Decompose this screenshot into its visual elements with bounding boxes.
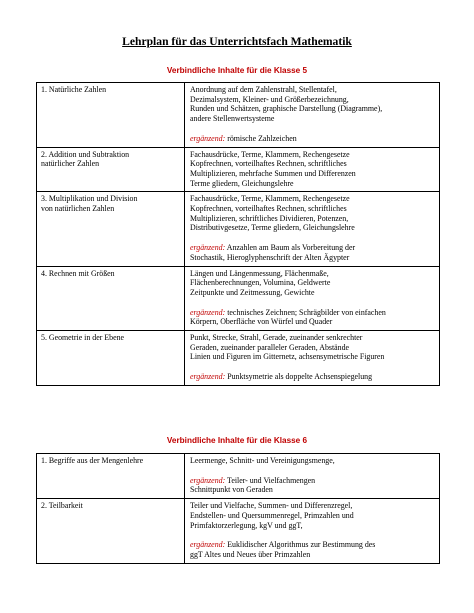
supplement-line xyxy=(190,253,436,263)
content-line: Linien und Figuren im Gitternetz, achsensymetrische Figuren xyxy=(190,352,385,362)
supplement-label: ergänzend: xyxy=(190,372,226,382)
content-line: Multiplizieren, mehrfache Summen und Differenzen xyxy=(190,168,356,178)
topic-cell xyxy=(37,83,185,148)
topic-cell xyxy=(37,266,185,331)
supplement-line xyxy=(190,308,436,318)
topic-label: 2. Addition und Subtraktion natürlicher Zahlen xyxy=(41,149,130,169)
spacer xyxy=(190,530,436,540)
topic-label: 1. Natürliche Zahlen xyxy=(41,85,107,94)
supplement-text: Stochastik, Hieroglyphenschrift der Alten Ägypter xyxy=(190,252,350,262)
content-cell xyxy=(185,499,440,564)
spacer xyxy=(190,466,436,476)
content-cell xyxy=(185,454,440,499)
table-row xyxy=(37,83,440,148)
topic-label: 2. Teilbarkeit xyxy=(41,501,83,511)
topic-cell xyxy=(37,331,185,386)
section-heading-klasse-6: Verbindliche Inhalte für die Klasse 6 xyxy=(166,436,308,445)
topic-label: 4. Rechnen mit Größen xyxy=(41,268,115,278)
supplement-label: ergänzend: xyxy=(190,307,226,317)
supplement-text: Euklidischer Algorithmus zur Bestimmung des xyxy=(225,540,376,550)
supplement-label: ergänzend: xyxy=(190,243,226,253)
content-line: Kopfrechnen, vorteilhaftes Rechnen, schriftliches xyxy=(190,204,347,214)
content-line: Runden und Schätzen, graphische Darstellung (Diagramme), xyxy=(190,104,383,114)
document-title: Lehrplan für das Unterrichtsfach Mathematik xyxy=(122,35,352,48)
spacer xyxy=(190,298,436,308)
content-line: Leermenge, Schnitt- und Vereinigungsmenge, xyxy=(190,456,335,465)
supplement-text: römische Zahlzeichen xyxy=(225,133,297,143)
spacer xyxy=(190,362,436,372)
content-line: andere Stellenwertsysteme xyxy=(190,114,275,124)
content-line: Primfaktorzerlegung, kgV und ggT, xyxy=(190,520,303,530)
table-row xyxy=(37,331,440,386)
supplement-text: technisches Zeichnen; Schrägbilder von einfachen xyxy=(225,307,386,317)
curriculum-table-klasse-6 xyxy=(36,453,440,564)
content-line: Dezimalsystem, Kleiner- und Größerbezeichnung, xyxy=(190,94,349,104)
content-line: Terme gliedern, Gleichungslehre xyxy=(190,178,294,188)
supplement-line xyxy=(190,372,436,382)
content-line: Punkt, Strecke, Strahl, Gerade, zueinander senkrechter xyxy=(190,333,363,343)
curriculum-table-klasse-5 xyxy=(36,82,440,386)
content-line: Anordnung auf dem Zahlenstrahl, Stellentafel, xyxy=(190,85,337,94)
content-cell xyxy=(185,331,440,386)
supplement-text: ggT Altes und Neues über Primzahlen xyxy=(190,549,311,559)
content-line: Multiplizieren, schriftliches Dividieren, Potenzen, xyxy=(190,213,349,223)
content-cell xyxy=(185,192,440,266)
supplement-text: Schnittpunkt von Geraden xyxy=(190,485,273,495)
content-cell xyxy=(185,266,440,331)
supplement-line xyxy=(190,550,436,560)
content-line: Zeitpunkte und Zeitmessung, Gewichte xyxy=(190,287,315,297)
supplement-text: Teiler- und Vielfachmengen xyxy=(225,475,316,485)
supplement-text: Punktsymetrie als doppelte Achsenspiegelung xyxy=(225,372,373,382)
content-cell xyxy=(185,83,440,148)
topic-cell xyxy=(37,499,185,564)
supplement-line xyxy=(190,243,436,253)
content-line: Geraden, zueinander paralleler Geraden, Abstände xyxy=(190,342,350,352)
supplement-label: ergänzend: xyxy=(190,133,226,143)
topic-cell xyxy=(37,454,185,499)
topic-cell xyxy=(37,192,185,266)
section-heading-klasse-5: Verbindliche Inhalte für die Klasse 5 xyxy=(166,66,308,75)
content-line: Kopfrechnen, vorteilhaftes Rechnen, schriftliches xyxy=(190,159,347,169)
content-cell xyxy=(185,147,440,192)
supplement-line xyxy=(190,476,436,486)
content-line: Endstellen- und Quersummenregel, Primzahlen und xyxy=(190,510,354,520)
table-row xyxy=(37,499,440,564)
table-row xyxy=(37,266,440,331)
content-line: Flächenberechnungen, Volumina, Geldwerte xyxy=(190,278,331,288)
content-line: Fachausdrücke, Terme, Klammern, Rechengesetze xyxy=(190,194,350,204)
content-line: Fachausdrücke, Terme, Klammern, Rechengesetze xyxy=(190,149,350,159)
topic-cell xyxy=(37,147,185,192)
supplement-label: ergänzend: xyxy=(190,475,226,485)
table-row xyxy=(37,192,440,266)
content-line: Distributivgesetze, Terme gliedern, Gleichungslehre xyxy=(190,223,355,233)
topic-label: 5. Geometrie in der Ebene xyxy=(41,333,125,343)
supplement-line xyxy=(190,317,436,327)
supplement-text: Anzahlen am Baum als Vorbereitung der xyxy=(225,243,356,253)
content-line: Teiler und Vielfache, Summen- und Differenzregel, xyxy=(190,501,353,511)
supplement-line xyxy=(190,485,436,495)
content-line: Längen und Längenmessung, Flächenmaße, xyxy=(190,268,329,278)
spacer xyxy=(190,124,436,134)
supplement-line xyxy=(190,540,436,550)
supplement-text: Körpern, Oberfläche von Würfel und Quader xyxy=(190,317,333,327)
supplement-line xyxy=(190,134,436,144)
table-row xyxy=(37,147,440,192)
table-row xyxy=(37,454,440,499)
topic-label: 1. Begriffe aus der Mengenlehre xyxy=(41,456,144,465)
supplement-label: ergänzend: xyxy=(190,540,226,550)
topic-label: 3. Multiplikation und Division von natürlichen Zahlen xyxy=(41,194,138,214)
spacer xyxy=(190,233,436,243)
